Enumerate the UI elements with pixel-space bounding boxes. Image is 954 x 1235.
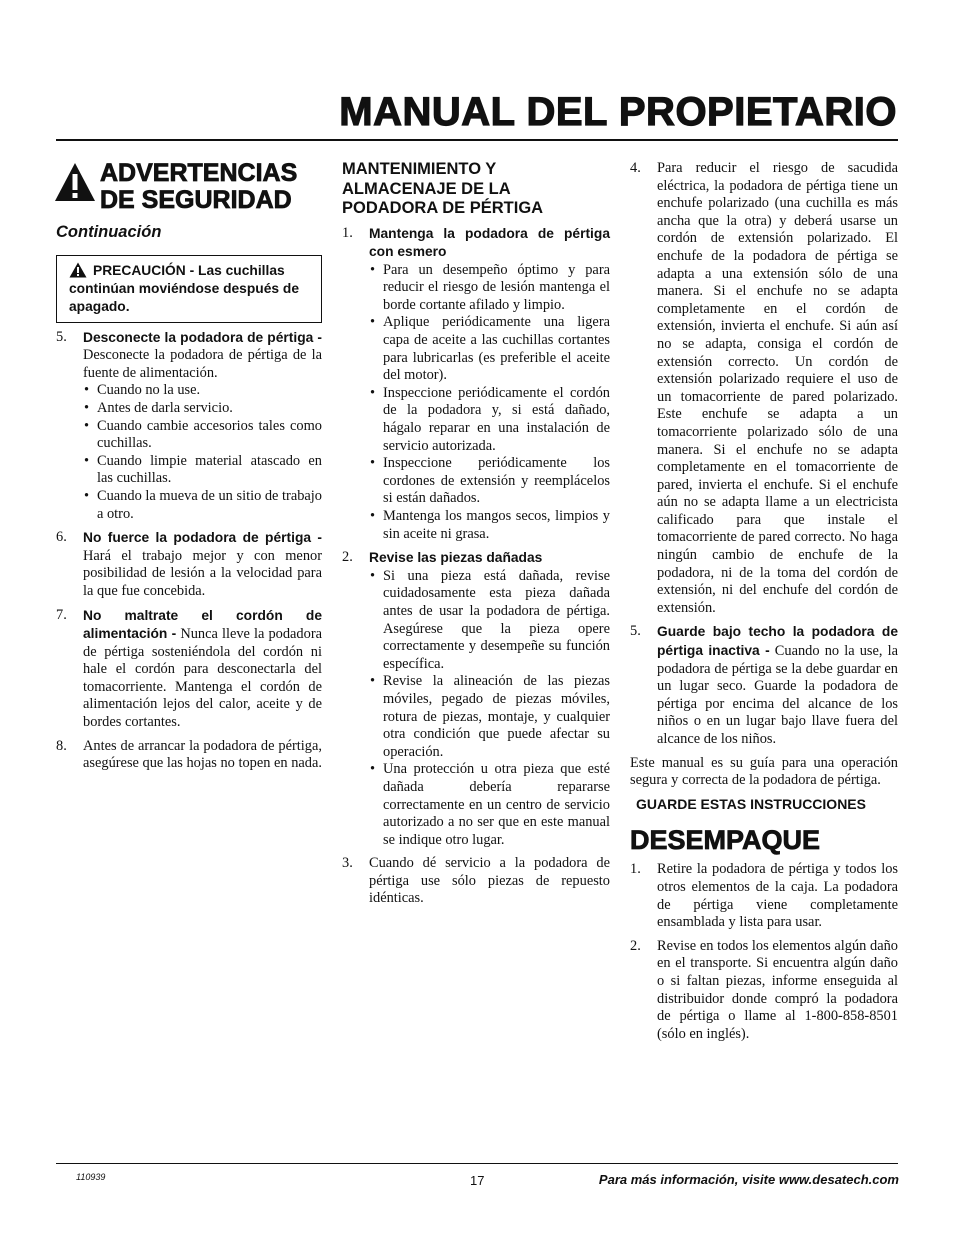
safety-list xyxy=(56,329,322,773)
item-number: 8. xyxy=(56,737,67,754)
item-bold-lead: Desconecte la podadora de pértiga - xyxy=(83,329,322,345)
bullet-item: • Inspeccione periódicamente los cordones de extensión y reemplácelos si están dañados. xyxy=(369,455,610,508)
bullet-list xyxy=(369,262,610,544)
list-item xyxy=(56,738,322,773)
bullet-item: • Revise la alineación de las piezas móviles, pegado de piezas móviles, rotura de piezas, montaje, y cualquier otra condición que puede afectar su operación. xyxy=(369,673,610,761)
caution-text: PRECAUCIÓN - Las cuchillas continúan moviéndose después de apagado. xyxy=(69,262,299,314)
list-item xyxy=(56,529,322,600)
item-bold-lead: Mantenga la podadora de pértiga con esmero xyxy=(369,225,610,260)
bullet-item: • Mantenga los mangos secos, limpios y sin aceite ni grasa. xyxy=(369,508,610,543)
item-number: 4. xyxy=(630,160,641,176)
list-item xyxy=(630,623,898,748)
caution-triangle-icon xyxy=(69,262,87,278)
safety-heading xyxy=(54,160,322,214)
keep-instructions: GUARDE ESTAS INSTRUCCIONES xyxy=(636,795,866,812)
item-text: Para reducir el riesgo de sacudida eléctrica, la podadora de pértiga tiene un enchufe polarizado (una cuchilla es más ancha que la otra) y deberá usarse un cordón de extensión polarizado. El enchufe de la podadora de pértiga se adapta a una extensión sólo de una manera. Si el enchufe no se adapta completamente en el cordón de extensión, invierta el enchufe. Si aún así no se adapta, consiga el cordón de extensión correcto. Un cordón de extensión polarizado requiere el uso de un tomacorriente de pared polarizado. Este enchufe se adapta a un tomacorriente polarizado sólo de una manera. Si el enchufe no se adapta completamente en el tomacorriente de pared, invierta el enchufe. Si el enchufe aún no se adapta llame a un electricista calificado para que instale el tomacorriente de pared correcto. No haga ningún cambio de enchufe de la podadora, ni de la toma del cordón de extensión, ni del enchufe del cordón de extensión. xyxy=(657,160,898,616)
bullet-item: • Cuando limpie material atascado en las cuchillas. xyxy=(83,453,322,488)
bullet-item: • Inspeccione periódicamente el cordón de la podadora y, si está dañado, hágalo reparar en una instalación de servicio autorizada. xyxy=(369,385,610,455)
item-number: 5. xyxy=(56,328,67,345)
top-rule xyxy=(56,139,898,141)
unpacking-list xyxy=(630,861,898,1043)
item-text: Retire la podadora de pértiga y todos los otros elementos de la caja. La podadora de pértiga viene completamente ensamblada y lista para usar. xyxy=(657,861,898,931)
item-text: Antes de arrancar la podadora de pértiga, asegúrese que las hojas no topen en nada. xyxy=(83,737,322,772)
item-number: 5. xyxy=(630,623,641,640)
safety-heading-line2: DE SEGURIDAD xyxy=(100,186,292,214)
item-text: Cuando dé servicio a la podadora de pértiga use sólo piezas de repuesto idénticas. xyxy=(369,855,610,907)
list-item xyxy=(342,855,610,908)
bullet-item: • Una protección u otra pieza que esté dañada debería repararse correctamente en un centro de servicio autorizado a no ser que en este manual se indique otro lugar. xyxy=(369,761,610,849)
item-number: 2. xyxy=(342,549,353,566)
list-item xyxy=(56,607,322,732)
bullet-item: • Cuando la mueva de un sitio de trabajo a otro. xyxy=(83,488,322,523)
item-bold-lead: Revise las piezas dañadas xyxy=(369,550,543,566)
item-bold-lead: No fuerce la podadora de pértiga - xyxy=(83,530,322,546)
bullet-item: • Aplique periódicamente una ligera capa de aceite a las cuchillas cortantes para lubricarlas (es preferible el aceite del motor). xyxy=(369,314,610,384)
item-number: 1. xyxy=(342,224,353,241)
caution-box xyxy=(56,255,322,323)
bullet-item: • Antes de darla servicio. xyxy=(83,400,322,418)
item-number: 3. xyxy=(342,855,353,872)
list-item xyxy=(630,938,898,1044)
item-text: Cuando no la use, la podadora de pértiga se la debe guardar en un lugar seco. Guarde la podadora de pértiga por encima del alcance de los niños o en un lugar bajo llave fuera del alcance de los niños. xyxy=(657,643,898,747)
item-bold-lead: Guarde bajo techo la podadora de pértiga inactiva - xyxy=(657,624,898,659)
bullet-list xyxy=(369,568,610,850)
list-item xyxy=(342,549,610,849)
item-number: 7. xyxy=(56,606,67,623)
bottom-rule xyxy=(56,1163,898,1164)
bullet-item: • Si una pieza está dañada, revise cuidadosamente esta pieza dañada antes de usar la podadora de pértiga. Asegúrese que la pieza opere correctamente y desempeñe su función específica. xyxy=(369,568,610,674)
guide-paragraph: Este manual es su guía para una operación segura y correcta de la podadora de pértiga. xyxy=(630,754,898,789)
safety-heading-line1: ADVERTENCIAS xyxy=(100,159,298,187)
column-safety-warnings xyxy=(56,160,322,773)
list-item xyxy=(630,861,898,931)
item-number: 1. xyxy=(630,861,641,878)
page-title: MANUAL DEL PROPIETARIO xyxy=(339,90,897,134)
column-continued xyxy=(630,160,898,1043)
bullet-item: • Para un desempeño óptimo y para reducir el riesgo de lesión mantenga el borde cortante afilado y limpio. xyxy=(369,262,610,315)
page-number: 17 xyxy=(470,1173,485,1188)
item-text: Revise en todos los elementos algún daño en el transporte. Si encuentra algún daño o si faltan piezas, informe enseguida al distribuidor donde compró la podadora de pértiga o llame al 1-800-858-8501 (sólo en inglés). xyxy=(657,937,898,1042)
maintenance-heading: MANTENIMIENTO Y ALMACENAJE DE LA PODADORA DE PÉRTIGA xyxy=(342,160,544,217)
item-number: 6. xyxy=(56,529,67,546)
maintenance-list xyxy=(342,225,610,909)
unpacking-heading: DESEMPAQUE xyxy=(630,825,821,856)
maintenance-list-continued xyxy=(630,160,898,749)
item-text: Nunca lleve la podadora de pértiga sosteniéndola del cordón ni hale el cordón para desconectarla del tomacorriente. Mantenga el cordón de alimentación lejos del calor, aceite y de bordes cortantes. xyxy=(83,626,323,731)
continued-label: Continuación xyxy=(56,223,162,241)
list-item xyxy=(342,225,610,544)
item-number: 2. xyxy=(630,937,641,954)
bullet-item: • Cuando cambie accesorios tales como cuchillas. xyxy=(83,418,322,453)
list-item xyxy=(56,329,322,524)
bullet-item: • Cuando no la use. xyxy=(83,382,322,400)
item-text: Hará el trabajo mejor y con menor posibilidad de lesión a la velocidad para la que fue concebida. xyxy=(83,547,322,599)
bullet-list xyxy=(83,382,322,523)
list-item xyxy=(630,160,898,617)
item-text: Desconecte la podadora de pértiga de la fuente de alimentación. xyxy=(83,347,322,381)
column-maintenance xyxy=(342,160,610,908)
footer-website: Para más información, visite www.desatech.com xyxy=(598,1172,899,1187)
warning-triangle-icon xyxy=(54,162,96,202)
item-bold-lead: No maltrate el cordón de alimentación - xyxy=(83,607,322,642)
document-number: 110939 xyxy=(76,1172,106,1182)
